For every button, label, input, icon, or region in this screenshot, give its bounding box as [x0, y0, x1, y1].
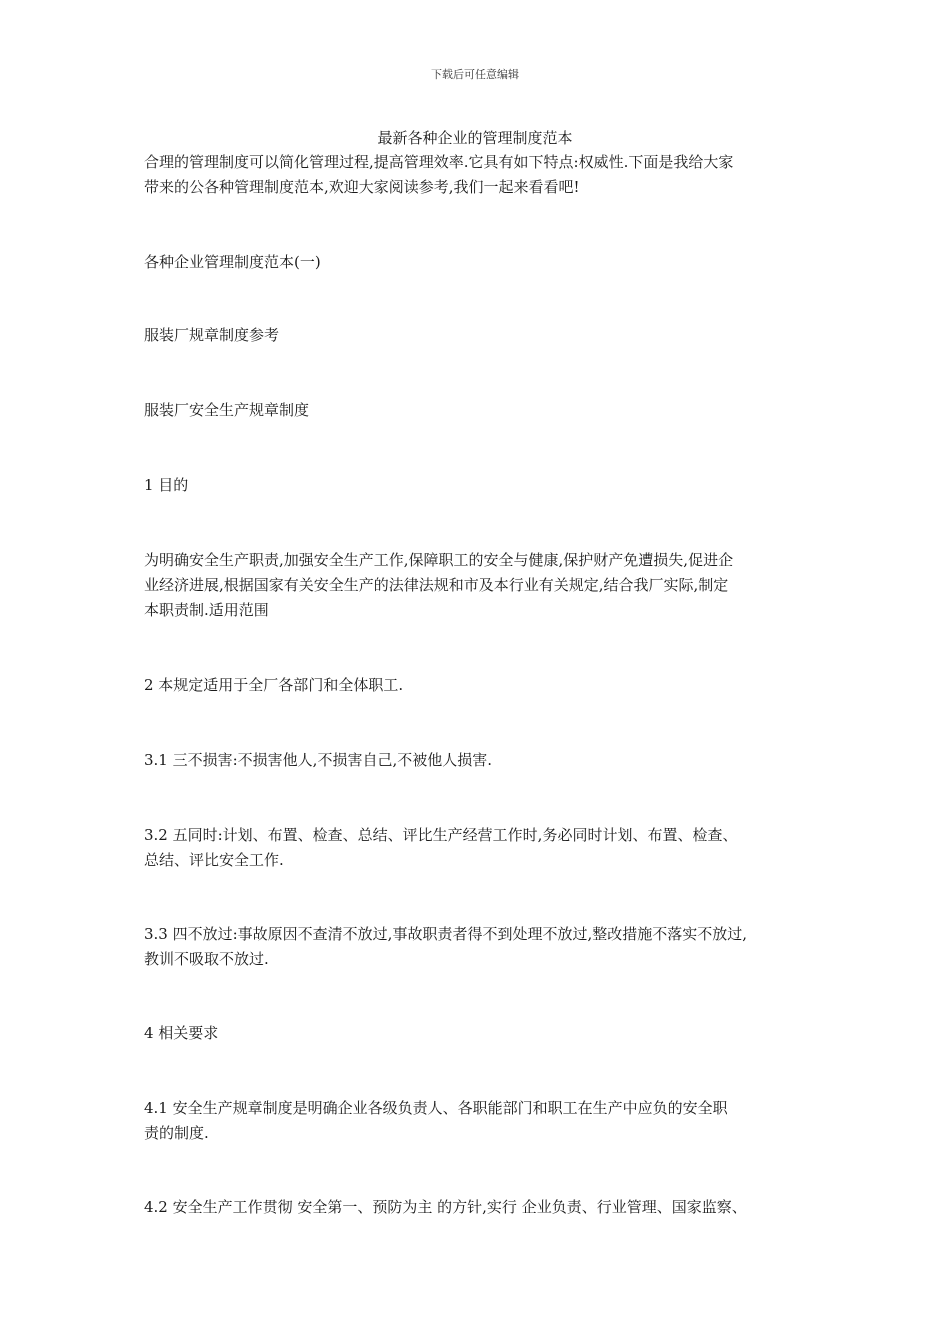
item-4-heading — [144, 1021, 824, 1046]
item-scope — [144, 673, 824, 698]
paragraph-line: 1 目的 — [144, 476, 189, 494]
paragraph-line: 4 相关要求 — [144, 1024, 219, 1042]
item-4-2 — [144, 1195, 824, 1220]
paragraph-purpose — [144, 548, 824, 623]
paragraph-line: 3.1 三不损害:不损害他人,不损害自己,不被他人损害. — [144, 751, 492, 769]
paragraph-line: 带来的公各种管理制度范本,欢迎大家阅读参考,我们一起来看看吧! — [144, 178, 580, 196]
paragraph-line: 4.2 安全生产工作贯彻 安全第一、预防为主 的方针,实行 企业负责、行业管理、国家监察、 — [144, 1198, 747, 1216]
paragraph-intro — [144, 150, 824, 200]
paragraph-line: 本职责制.适用范围 — [144, 601, 269, 619]
subheading-reference — [144, 323, 824, 348]
document-title: 最新各种企业的管理制度范本 — [377, 129, 573, 147]
paragraph-line: 合理的管理制度可以简化管理过程,提高管理效率.它具有如下特点:权威性.下面是我给大家 — [144, 153, 734, 171]
item-4-1 — [144, 1096, 824, 1146]
paragraph-line: 教训不吸取不放过. — [144, 950, 269, 968]
header-note: 下载后可任意编辑 — [431, 68, 519, 81]
item-3-1 — [144, 748, 824, 773]
section-heading — [144, 250, 824, 275]
paragraph-line: 责的制度. — [144, 1124, 209, 1142]
item-3-3 — [144, 922, 824, 972]
paragraph-line: 3.3 四不放过:事故原因不查清不放过,事故职责者得不到处理不放过,整改措施不落实不放过, — [144, 925, 747, 943]
paragraph-line: 服装厂安全生产规章制度 — [144, 401, 310, 419]
paragraph-line: 4.1 安全生产规章制度是明确企业各级负责人、各职能部门和职工在生产中应负的安全职 — [144, 1099, 728, 1117]
paragraph-line: 服装厂规章制度参考 — [144, 326, 280, 344]
item-3-2 — [144, 823, 824, 873]
subheading-safety — [144, 398, 824, 423]
paragraph-line: 总结、评比安全工作. — [144, 851, 284, 869]
paragraph-line: 各种企业管理制度范本(一) — [144, 253, 321, 271]
paragraph-line: 2 本规定适用于全厂各部门和全体职工. — [144, 676, 404, 694]
item-purpose-heading — [144, 473, 824, 498]
paragraph-line: 3.2 五同时:计划、布置、检查、总结、评比生产经营工作时,务必同时计划、布置、检查、 — [144, 826, 738, 844]
paragraph-line: 业经济进展,根据国家有关安全生产的法律法规和市及本行业有关规定,结合我厂实际,制定 — [144, 576, 729, 594]
paragraph-line: 为明确安全生产职责,加强安全生产工作,保障职工的安全与健康,保护财产免遭损失,促进企 — [144, 551, 734, 569]
